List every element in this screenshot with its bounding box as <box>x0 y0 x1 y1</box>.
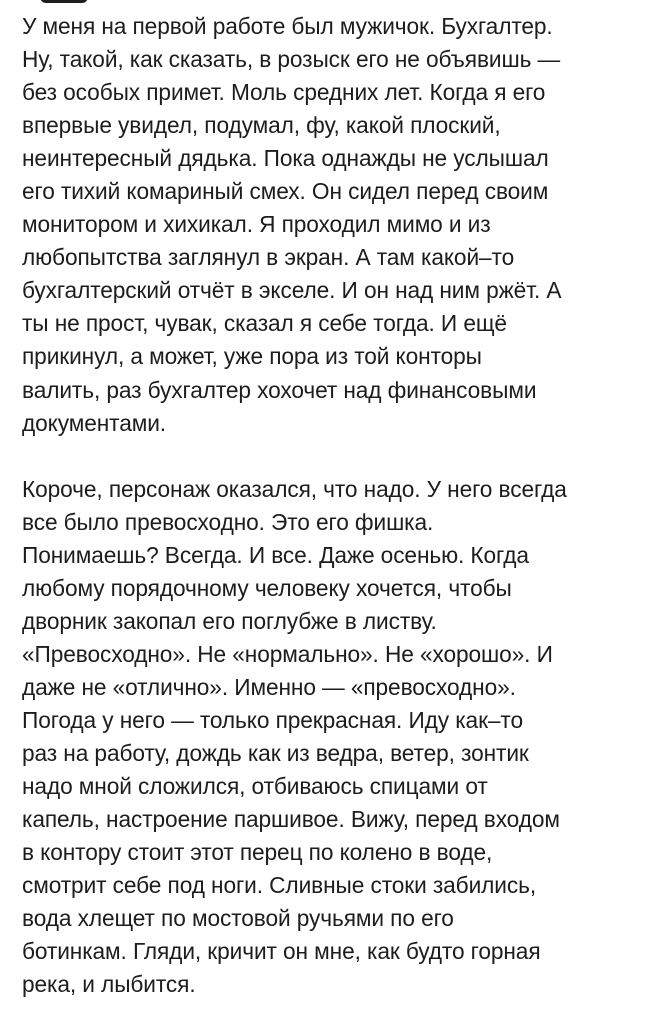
text-line: все было превосходно. Это его фишка. <box>22 508 434 535</box>
text-line: неинтересный дядька. Пока однажды не услышал <box>22 145 549 172</box>
post-text <box>0 10 660 1001</box>
text-line: монитором и хихикал. Я проходил мимо и из <box>22 211 491 238</box>
text-line: впервые увидел, подумал, фу, какой плоский, <box>22 112 501 139</box>
text-line: «Превосходно». Не «нормально». Не «хорошо». И <box>22 640 553 667</box>
text-line: Короче, персонаж оказался, что надо. У него всегда <box>22 475 567 502</box>
text-line: У меня на первой работе был мужичок. Бухгалтер. <box>22 13 553 39</box>
paragraph-1 <box>22 10 646 440</box>
text-line: вода хлещет по мостовой ручьями по его <box>22 905 454 932</box>
text-line: без особых примет. Моль средних лет. Когда я его <box>22 79 546 106</box>
text-line: любому порядочному человеку хочется, чтобы <box>22 574 512 601</box>
text-line: валить, раз бухгалтер хохочет над финансовыми <box>22 376 537 403</box>
text-line: дворник закопал его поглубже в листву. <box>22 607 437 634</box>
text-line: река, и лыбится. <box>22 971 196 998</box>
text-line: раз на работу, дождь как из ведра, ветер, зонтик <box>22 739 529 766</box>
text-line: ботинкам. Гляди, кричит он мне, как будто горная <box>22 938 541 965</box>
paragraph-2 <box>22 473 646 1002</box>
text-line: документами. <box>22 409 166 436</box>
text-line: бухгалтерский отчёт в экселе. И он над ним ржёт. А <box>22 277 562 304</box>
text-line: ты не прост, чувак, сказал я себе тогда. И ещё <box>22 310 507 337</box>
text-line: капель, настроение паршивое. Вижу, перед входом <box>22 806 560 833</box>
text-line: Ну, такой, как сказать, в розыск его не объявишь — <box>22 46 561 73</box>
text-line: Понимаешь? Всегда. И все. Даже осенью. Когда <box>22 541 529 568</box>
cropped-element-top <box>40 0 88 3</box>
text-line: надо мной сложился, отбиваюсь спицами от <box>22 773 488 800</box>
text-line: смотрит себе под ноги. Сливные стоки забились, <box>22 872 537 899</box>
text-line: его тихий комариный смех. Он сидел перед своим <box>22 178 549 205</box>
text-line: любопытства заглянул в экран. А там какой–то <box>22 244 515 271</box>
text-line: Погода у него — только прекрасная. Иду как–то <box>22 706 523 733</box>
text-line: в контору стоит этот перец по колено в воде, <box>22 839 493 866</box>
text-line: даже не «отлично». Именно — «превосходно». <box>22 673 516 700</box>
text-line: прикинул, а может, уже пора из той конторы <box>22 343 482 370</box>
